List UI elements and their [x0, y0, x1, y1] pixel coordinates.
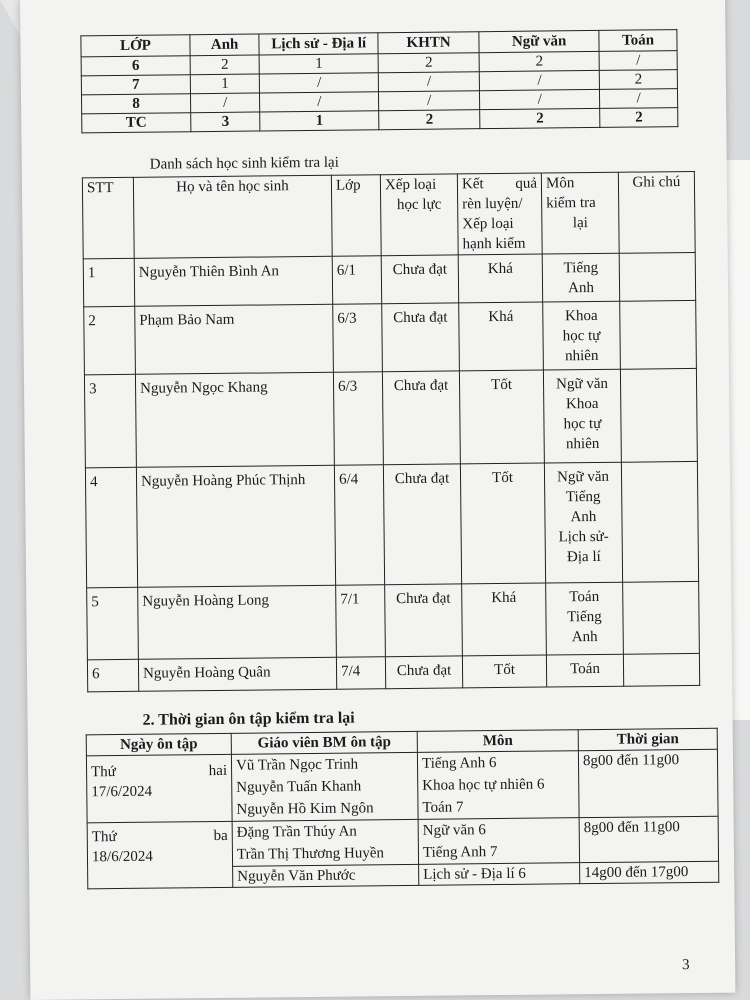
cell-academic: Chưa đạt — [381, 255, 458, 304]
cell-note — [623, 581, 700, 654]
summary-header-lsdl: Lịch sử - Địa lí — [259, 33, 378, 55]
subject-name: Ngữ văn 6 — [422, 822, 486, 839]
subject-item: Tiếng Anh — [567, 608, 602, 646]
summary-cell: 1 — [259, 54, 378, 74]
cell-stt: 4 — [85, 467, 137, 588]
day-name: Thứ — [91, 764, 116, 781]
summary-cell: / — [479, 70, 599, 90]
header-conduct — [457, 173, 542, 255]
student-table — [82, 171, 700, 692]
subject-item: Khoa học tự nhiên — [562, 307, 601, 365]
cell-class: 7/1 — [336, 585, 386, 658]
page-number: 3 — [682, 957, 690, 974]
cell-class: 6/3 — [333, 304, 383, 373]
schedule-caption: 2. Thời gian ôn tập kiểm tra lại — [142, 709, 355, 729]
summary-header-nguvan: Ngữ văn — [479, 30, 599, 52]
cell-name: Nguyễn Hoàng Phúc Thịnh — [136, 465, 335, 587]
cell-name: Nguyễn Thiên Bình An — [134, 256, 332, 306]
cell-academic: Chưa đạt — [383, 464, 461, 585]
schedule-table — [86, 728, 720, 890]
cell-class: 6/1 — [332, 256, 381, 305]
summary-cell: 2 — [600, 70, 678, 90]
cell-conduct: Khá — [458, 254, 542, 303]
summary-header-toan: Toán — [599, 30, 677, 52]
cell-subjects — [543, 369, 621, 463]
summary-cell: / — [260, 73, 379, 93]
table-row — [85, 461, 698, 587]
schedule-subject-cell: Lịch sử - Địa lí 6 — [419, 863, 580, 886]
schedule-header-subject: Môn — [417, 730, 578, 753]
day-word: ba — [213, 827, 228, 845]
student-header-row — [82, 171, 695, 258]
cell-name: Nguyễn Hoàng Quân — [138, 657, 336, 691]
subject-name: Tiếng Anh 7 — [422, 844, 498, 861]
schedule-subjects-cell — [417, 751, 579, 820]
subject-name: Tiếng Anh 6 — [421, 755, 497, 772]
summary-cell: / — [480, 89, 600, 109]
schedule-header-time: Thời gian — [578, 728, 717, 750]
header-name: Họ và tên học sinh — [133, 175, 332, 258]
summary-header-khtn: KHTN — [378, 32, 479, 54]
cell-academic: Chưa đạt — [385, 656, 462, 689]
summary-row-label: 7 — [81, 75, 190, 95]
day-name: Thứ — [91, 829, 117, 846]
schedule-teachers-cell — [231, 752, 418, 821]
teacher-name: Đặng Trần Thúy An — [236, 823, 357, 841]
header-academic — [380, 174, 458, 256]
cell-note — [620, 368, 697, 462]
schedule-time-cell: 8g00 đến 11g00 — [579, 816, 718, 862]
summary-header-class — [81, 35, 190, 57]
schedule-row — [87, 816, 718, 868]
summary-cell: / — [260, 92, 379, 112]
schedule-day-cell — [87, 821, 233, 889]
subject-item: Khoa học tự nhiên — [563, 395, 602, 453]
subject-item: Tiếng Anh — [565, 488, 601, 526]
cell-conduct: Khá — [462, 583, 547, 656]
summary-cell: / — [190, 93, 259, 113]
cell-note — [620, 300, 697, 369]
header-subject-line: lại — [572, 215, 588, 232]
table-row — [84, 300, 697, 374]
cell-stt: 6 — [87, 659, 138, 692]
day-line — [92, 826, 228, 847]
subject-item: Lịch sử- Địa lí — [558, 528, 609, 566]
table-row — [87, 653, 699, 691]
subject-item: Tiếng Anh — [563, 259, 599, 297]
cell-subjects — [546, 582, 624, 655]
table-row — [84, 368, 697, 467]
schedule-teachers-cell — [232, 819, 418, 866]
summary-cell: 2 — [480, 108, 600, 128]
subject-item: Toán — [569, 588, 600, 606]
cell-note — [621, 461, 698, 582]
teacher-name: Vũ Trần Ngọc Trinh — [235, 756, 359, 774]
header-academic-line: học lực — [396, 196, 442, 214]
summary-cell: 2 — [379, 110, 480, 130]
summary-row-label: 6 — [81, 56, 190, 76]
cell-subjects — [546, 654, 623, 687]
cell-name: Nguyễn Ngọc Khang — [135, 372, 334, 467]
cell-academic: Chưa đạt — [382, 371, 460, 465]
header-conduct-line: Kết quả — [461, 175, 538, 193]
header-conduct-line: rèn luyện/ — [462, 195, 523, 213]
subject-item: Toán — [570, 660, 601, 678]
subject-name: Toán 7 — [422, 799, 464, 816]
subject-item: Ngữ văn — [556, 375, 609, 393]
summary-cell: / — [379, 72, 480, 92]
header-note: Ghi chú — [618, 171, 695, 253]
summary-cell: 3 — [191, 112, 260, 132]
table-row — [87, 581, 700, 659]
cell-name: Phạm Bảo Nam — [135, 304, 334, 374]
cell-academic: Chưa đạt — [382, 303, 460, 372]
header-conduct-line: Xếp loại — [462, 215, 514, 233]
cell-note — [623, 653, 699, 686]
summary-cell: 2 — [378, 53, 479, 73]
schedule-header-teacher: Giáo viên BM ôn tập — [231, 731, 417, 754]
schedule-row — [86, 749, 718, 823]
schedule-time-cell: 8g00 đến 11g00 — [578, 749, 718, 817]
summary-cell: 2 — [190, 55, 259, 75]
student-list-caption: Danh sách học sinh kiểm tra lại — [149, 154, 339, 173]
summary-cell: / — [599, 51, 677, 71]
cell-conduct: Tốt — [459, 370, 544, 464]
cell-stt: 5 — [87, 587, 139, 660]
cell-conduct: Tốt — [460, 463, 545, 584]
summary-cell: / — [379, 91, 480, 111]
teacher-name: Nguyễn Hồ Kim Ngôn — [236, 800, 374, 818]
teacher-name: Trần Thị Thương Huyền — [236, 845, 385, 863]
cell-subjects — [544, 462, 622, 583]
subject-name: Khoa học tự nhiên 6 — [422, 776, 545, 794]
teacher-name: Nguyễn Tuấn Khanh — [236, 778, 362, 796]
cell-note — [619, 252, 695, 301]
cell-stt: 2 — [84, 306, 136, 375]
schedule-day-cell — [86, 754, 232, 823]
schedule-time-cell: 14g00 đến 17g00 — [580, 861, 719, 883]
cell-name: Nguyễn Hoàng Long — [138, 585, 337, 659]
cell-class: 6/3 — [333, 372, 383, 466]
header-academic-line: Xếp loại — [384, 176, 437, 194]
document-page — [20, 0, 735, 1000]
cell-conduct: Khá — [459, 302, 544, 371]
cell-conduct: Tốt — [462, 655, 546, 688]
summary-cell: 1 — [260, 111, 379, 131]
cell-class: 6/4 — [334, 465, 384, 586]
summary-cell: 2 — [600, 108, 678, 128]
header-subject-line: Môn — [545, 175, 575, 192]
header-stt: STT — [82, 177, 134, 259]
day-word: hai — [208, 762, 228, 780]
schedule-teacher-cell: Nguyễn Văn Phước — [233, 864, 419, 887]
summary-cell: 1 — [190, 74, 259, 94]
summary-header-label: LỚP — [119, 37, 151, 54]
cell-stt: 3 — [84, 374, 136, 468]
subject-item: Ngữ văn — [557, 468, 610, 486]
cell-academic: Chưa đạt — [385, 584, 463, 657]
summary-row-label: 8 — [81, 94, 190, 114]
header-class: Lớp — [331, 175, 381, 257]
header-conduct-line: hạnh kiểm — [462, 235, 526, 253]
day-date: 17/6/2024 — [91, 783, 153, 801]
cell-subjects — [542, 253, 619, 302]
summary-cell: / — [600, 89, 678, 109]
summary-row-label: TC — [82, 113, 191, 133]
cell-stt: 1 — [83, 258, 134, 307]
cell-class: 7/4 — [336, 657, 385, 690]
summary-header-anh: Anh — [190, 34, 259, 56]
cell-subjects — [543, 301, 621, 370]
summary-cell: 2 — [479, 51, 599, 71]
schedule-header-day: Ngày ôn tập — [86, 733, 231, 756]
summary-table — [80, 29, 678, 133]
header-subject-line: kiểm tra — [546, 194, 596, 212]
table-row — [83, 252, 695, 306]
day-date: 18/6/2024 — [91, 848, 153, 866]
header-subject — [541, 172, 619, 254]
day-line — [91, 761, 227, 782]
schedule-subjects-cell — [418, 818, 579, 865]
